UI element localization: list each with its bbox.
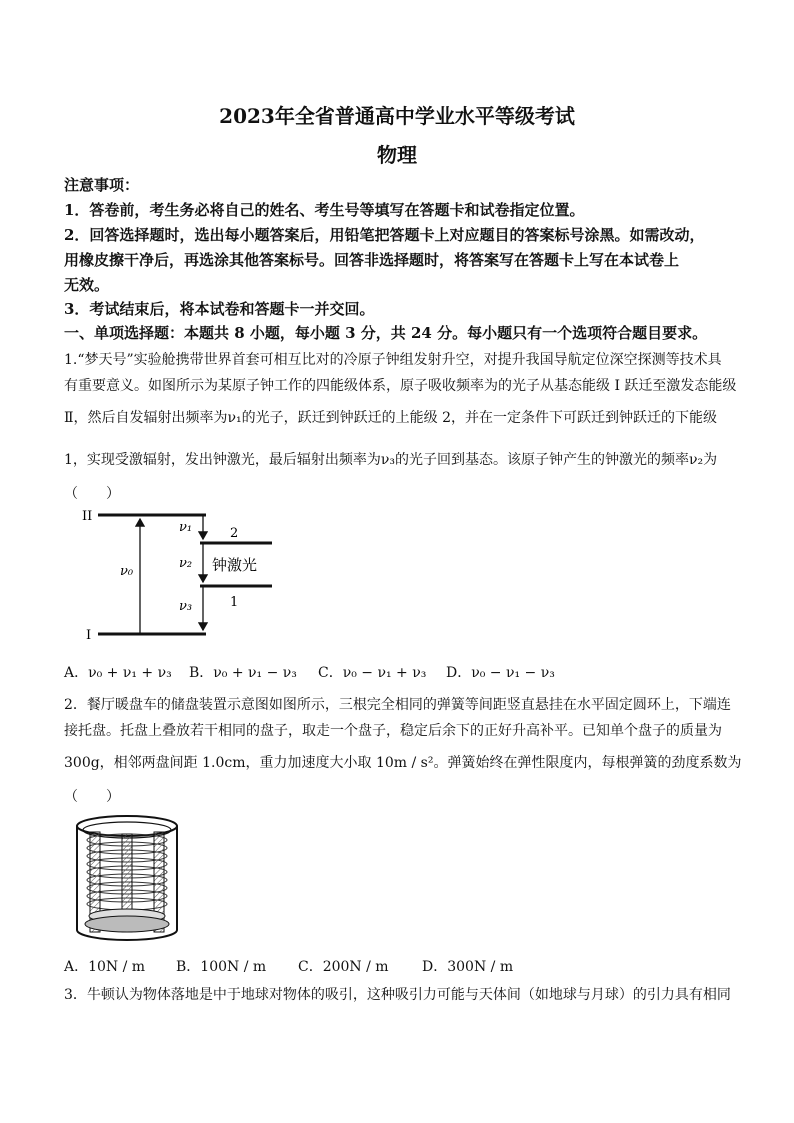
label-v2: ν₂ [179, 556, 193, 571]
notice-item-3: 3．考试结束后，将本试卷和答题卡一并交回。 [64, 300, 375, 318]
q1-line-4: 1，实现受激辐射，发出钟激光，最后辐射出频率为ν₃的光子回到基态。该原子钟产生的钟激光的频率ν₂为 [64, 452, 718, 468]
q2-line-3: 300g，相邻两盘间距 1.0cm，重力加速度大小取 10m / s²。弹簧始终在弹性限度内，每根弹簧的劲度系数为 [64, 755, 742, 771]
q1-option-c[interactable]: C．ν₀ − ν₁ + ν₃ [318, 665, 427, 681]
q2-option-d[interactable]: D．300N / m [422, 959, 514, 975]
label-level-2: 2 [230, 526, 239, 541]
label-v3: ν₃ [179, 599, 193, 614]
section-heading: 一、单项选择题：本题共 8 小题，每小题 3 分，共 24 分。每小题只有一个选项符合题目要求。 [64, 324, 708, 342]
notice-item-2-line-2: 用橡皮擦干净后，再选涂其他答案标号。回答非选择题时，将答案写在答题卡上写在本试卷上 [64, 251, 680, 269]
q1-answer-paren: （ ） [64, 486, 120, 502]
q1-option-b[interactable]: B．ν₀ + ν₁ − ν₃ [189, 665, 297, 681]
q1-line-1: 1.“梦天号”实验舱携带世界首套可相互比对的冷原子钟组发射升空，对提升我国导航定位深空探测等技术具 [64, 352, 722, 368]
q2-option-a[interactable]: A．10N / m [64, 959, 146, 975]
notice-item-2-line-3: 无效。 [64, 276, 110, 294]
label-v1: ν₁ [179, 520, 193, 535]
notice-heading: 注意事项： [64, 176, 140, 194]
q2-line-1: 2．餐厅暖盘车的储盘装置示意图如图所示，三根完全相同的弹簧等间距竖直悬挂在水平固定圆环上，下端连 [64, 697, 731, 713]
label-level-1: 1 [230, 595, 239, 610]
q2-answer-paren: （ ） [64, 789, 120, 805]
q2-option-b[interactable]: B．100N / m [176, 959, 267, 975]
q3-line-1: 3．牛顿认为物体落地是中于地球对物体的吸引，这种吸引力可能与天体间（如地球与月球）的引力具有相同 [64, 987, 731, 1003]
notice-item-1: 1．答卷前，考生务必将自己的姓名、考生号等填写在答题卡和试卷指定位置。 [64, 201, 585, 219]
q1-line-3: Ⅱ，然后自发辐射出频率为ν₁的光子，跃迁到钟跃迁的上能级 2，并在一定条件下可跃迁到钟跃迁的下能级 [64, 410, 717, 426]
plate-warmer-figure [70, 812, 184, 946]
q1-line-2: 有重要意义。如图所示为某原子钟工作的四能级体系，原子吸收频率为的光子从基态能级 I 跃迁至激发态能级 [64, 378, 737, 394]
label-v0: ν₀ [120, 564, 134, 579]
q1-option-a[interactable]: A．ν₀ + ν₁ + ν₃ [64, 665, 172, 681]
label-level-I: I [86, 628, 92, 643]
notice-item-2-line-1: 2．回答选择题时，选出每小题答案后，用铅笔把答题卡上对应题目的答案标号涂黑。如需改动， [64, 226, 705, 244]
q1-option-d[interactable]: D．ν₀ − ν₁ − ν₃ [446, 665, 555, 681]
label-clock-laser: 钟激光 [212, 556, 258, 574]
q2-line-2: 接托盘。托盘上叠放若干相同的盘子，取走一个盘子，稳定后余下的正好升高补平。已知单个盘子的质量为 [64, 723, 722, 739]
energy-level-diagram [60, 503, 280, 648]
subject-title: 物理 [377, 143, 417, 167]
exam-title: 2023年全省普通高中学业水平等级考试 [219, 104, 575, 128]
q2-option-c[interactable]: C．200N / m [298, 959, 389, 975]
label-level-II: II [82, 509, 93, 524]
